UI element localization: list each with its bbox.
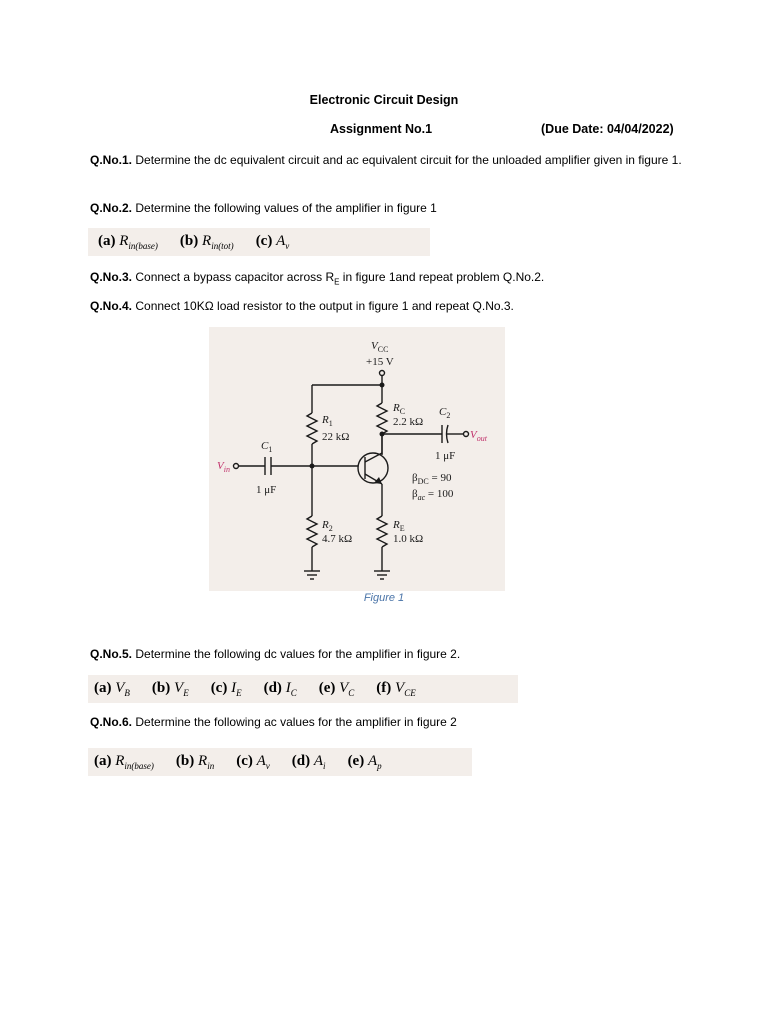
question-5-label: Q.No.5. <box>90 647 133 661</box>
q2-items-strip <box>88 228 430 256</box>
vcc-terminal <box>380 371 385 376</box>
q6-item-c: (c) $A_v$ <box>236 753 270 771</box>
question-6-text: Determine the following ac values for the amplifier in figure 2 <box>132 715 457 729</box>
question-3-text-2: in figure 1and repeat problem Q.No.2. <box>339 270 545 284</box>
r2-label: $R_2$ <box>322 519 333 533</box>
rc-label: $R_C$ <box>393 402 406 416</box>
q6-items-strip <box>88 748 472 776</box>
circuit-figure-1 <box>209 327 505 591</box>
q2-item-b: (b) $R_{in(tot)}$ <box>179 233 234 251</box>
r2-resistor <box>307 516 317 547</box>
circuit-diagram <box>209 327 505 591</box>
c2-label: $C_2$ <box>439 406 451 420</box>
due-date: (Due Date: 04/04/2022) <box>541 122 674 136</box>
question-3 <box>90 268 690 291</box>
rc-value: 2.2 kΩ <box>393 416 424 428</box>
r2-value: 4.7 kΩ <box>322 533 353 545</box>
question-3-sub: E <box>334 277 340 287</box>
question-4-label: Q.No.4. <box>90 299 133 313</box>
figure-caption: Figure 1 <box>363 592 405 604</box>
question-1-text: Determine the dc equivalent circuit and ac equivalent circuit for the unloaded amplifier given in figure 1. <box>132 153 682 167</box>
q5-item-e: (e) $V_C$ <box>318 680 355 698</box>
q5-items-strip <box>88 675 518 703</box>
re-value: 1.0 kΩ <box>393 533 424 545</box>
q5-item-a: (a) $V_B$ <box>94 680 130 698</box>
vin-label: $V_{in}$ <box>217 460 230 474</box>
q6-item-a: (a) $R_{in(base)}$ <box>94 753 154 771</box>
q5-item-d: (d) $I_C$ <box>263 680 297 698</box>
rc-resistor <box>377 403 387 434</box>
r1-value: 22 kΩ <box>322 431 350 443</box>
c1-value: 1 μF <box>256 484 277 496</box>
vout-label: $V_{out}$ <box>470 429 487 443</box>
assignment-number: Assignment No.1 <box>330 122 433 136</box>
r1-label: $R_1$ <box>322 414 333 428</box>
beta-ac: $\beta_{ac} = 100$ <box>412 488 454 502</box>
vcc-value: +15 V <box>366 356 394 368</box>
re-label: $R_E$ <box>393 519 405 533</box>
q6-item-d: (d) $A_i$ <box>291 753 326 771</box>
q6-item-e: (e) $A_p$ <box>347 753 382 771</box>
question-6 <box>90 713 690 731</box>
c1-label: $C_1$ <box>261 440 273 454</box>
document-title: Electronic Circuit Design <box>309 93 459 107</box>
vin-terminal <box>234 464 239 469</box>
vcc-label: $V_{CC}$ <box>371 340 389 354</box>
question-2-text: Determine the following values of the amplifier in figure 1 <box>132 201 437 215</box>
r1-resistor <box>307 413 317 444</box>
question-5 <box>90 645 690 663</box>
question-2 <box>90 199 690 217</box>
c2-value: 1 μF <box>435 450 456 462</box>
re-resistor <box>377 516 387 547</box>
q6-item-b: (b) $R_{in}$ <box>175 753 215 771</box>
question-3-label: Q.No.3. <box>90 270 133 284</box>
question-4 <box>90 297 690 315</box>
question-3-text: Connect a bypass capacitor across R <box>132 270 335 284</box>
q5-item-b: (b) $V_E$ <box>151 680 189 698</box>
vout-terminal <box>464 432 469 437</box>
question-4-text: Connect 10KΩ load resistor to the output in figure 1 and repeat Q.No.3. <box>132 299 514 313</box>
q5-item-f: (f) $V_{CE}$ <box>376 680 416 698</box>
question-1-label: Q.No.1. <box>90 153 133 167</box>
question-6-label: Q.No.6. <box>90 715 133 729</box>
q2-item-c: (c) $A_v$ <box>255 233 290 251</box>
question-5-text: Determine the following dc values for the amplifier in figure 2. <box>132 647 461 661</box>
q2-item-a: (a) $R_{in(base)}$ <box>98 233 158 251</box>
question-1 <box>90 151 690 169</box>
question-2-label: Q.No.2. <box>90 201 133 215</box>
beta-dc: $\beta_{DC} = 90$ <box>412 472 452 486</box>
q5-item-c: (c) $I_E$ <box>210 680 242 698</box>
